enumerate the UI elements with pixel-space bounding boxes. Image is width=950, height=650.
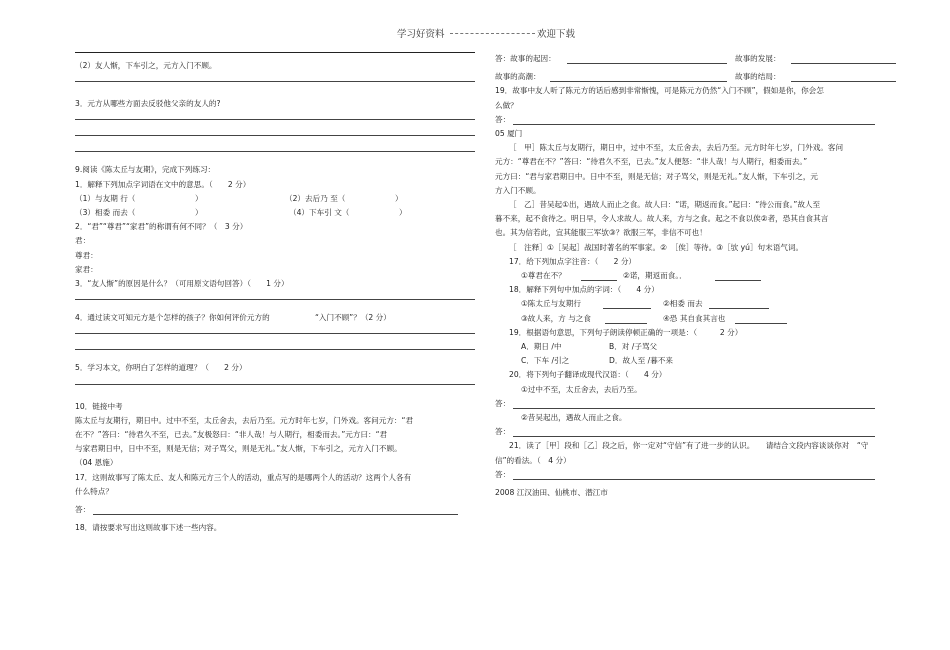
q17-item-2-blank[interactable] (715, 272, 761, 281)
story-ending-label: 故事的结局： (735, 72, 781, 82)
q9-1-row-a (75, 192, 475, 206)
q21-answer (495, 468, 900, 482)
answer-line[interactable] (75, 376, 475, 385)
passage-notes: ［ 注释］①［吴起］战国时著名的军事家。② ［俟］等待。③［欤 yú］句末语气词。 (509, 242, 804, 252)
story-ending-blank[interactable] (791, 73, 896, 82)
q19-options-row-2 (495, 354, 900, 368)
q18-item-3-blank[interactable] (605, 315, 647, 324)
question-9-4 (75, 311, 475, 325)
q17-item-2: ②诺，期返而食。． (623, 271, 687, 281)
answer-line[interactable] (75, 143, 475, 152)
question-18: 18．请按要求写出这则故事下述一些内容。 (75, 523, 222, 533)
answer-line[interactable] (513, 471, 875, 480)
passage-jia-line-4: 方入门不顾。 (495, 185, 541, 195)
q10-source: （04 恩施） (75, 458, 118, 468)
q18-item-1-blank[interactable] (603, 300, 651, 309)
passage-yi-line-3: 也。其为信若此，宜其能服三军欤③？欲服三军，非信不可也！ (495, 228, 707, 238)
answer-line[interactable] (93, 506, 458, 515)
q20-answer-1 (495, 397, 900, 411)
answer-line[interactable] (513, 400, 875, 409)
q18-item-4: ④恐 其自食其言也 (663, 313, 726, 323)
q19-option-d[interactable]: D．故人至 /暮不来 (609, 356, 673, 366)
question-17-line-1: 17．这则故事写了陈太丘、友人和陈元方三个人的活动，重点写的是哪两个人的活动？这两个人各有 (75, 472, 412, 482)
q17-answer (75, 503, 475, 517)
q20-answer-2 (495, 425, 900, 439)
q9-1a-close: ） (195, 193, 203, 203)
header-right-text: 欢迎下载 (537, 29, 576, 40)
passage-yi-line-2: 暮不来，起不食待之。明日早，令人求故人。故人来，方与之食。起之不食以俟②者，恐其自食其言 (495, 214, 829, 224)
answer-line[interactable] (75, 127, 475, 136)
question-19-line-2: 么做？ (495, 100, 518, 110)
answer-line[interactable] (75, 73, 475, 82)
question-18: 18．解释下列句中加点的字词：（ 4 分） (509, 285, 659, 295)
right-column (495, 52, 900, 500)
story-cause-blank[interactable] (567, 55, 727, 64)
q9-2-zunjun: 尊君： (75, 250, 98, 260)
question-9-5: 5．学习本文，你明白了怎样的道理？（ 2 分） (75, 363, 247, 373)
answer-line[interactable] (75, 111, 475, 120)
q20-item-2: ②昔吴起出，遇故人而止之食。 (521, 413, 627, 423)
q20-item-1: ①过中不至，太丘舍去，去后乃至。 (521, 384, 642, 394)
source-05: 05 厦门 (495, 129, 523, 139)
answer-line[interactable] (75, 291, 475, 300)
question-9-2: 2．“君”“尊君”“家君”的称谓有何不同？（ 3 分） (75, 222, 248, 232)
question-20: 20．将下列句子翻译成现代汉语：（ 4 分） (509, 370, 667, 380)
question-19-line-1: 19．故事中友人听了陈元方的话后感到非常惭愧，可是陈元方仍然“入门不顾”，假如是你，你会怎 (495, 86, 824, 96)
q18-row-1 (495, 297, 900, 311)
q18-item-2: ②相委 而去 (663, 299, 703, 309)
answer-line[interactable] (75, 341, 475, 350)
question-9-3: 3．“友人惭”的原因是什么？（可用原文语句回答）（ 1 分） (75, 279, 289, 289)
q9-1a: （1）与友期 行（ (75, 193, 136, 203)
q2-friend-sentence: （2）友人惭，下车引之，元方入门不顾。 (75, 61, 217, 70)
q10-passage-line-3: 与家君期日中，日中不至，则是无信；对子骂父，则是无礼。”友人惭，下车引之，元方入门不顾。 (75, 444, 402, 454)
question-17-line-2: 什么特点？ (75, 486, 113, 496)
passage-yi-line-1: ［ 乙］昔吴起①出，遇故人而止之食。故人曰：“诺，期返而食。”起曰：“待公而食。”故人至 (509, 200, 821, 210)
q10-passage-line-2: 在不？”答曰：“待君久不至，已去。”友极怒曰：“非人哉！与人期行，相委而去。”元方曰：“君 (75, 430, 388, 440)
q9-4-part-b: “入门不顾”？（2 分） (315, 313, 391, 323)
header-left-text: 学习好资料 (397, 29, 445, 40)
q17-items (495, 269, 900, 283)
passage-jia-line-2: 元方：“尊君在不？”答曰：“待君久不至，已去。”友人便怒：“非人哉！与人期行，相委而去。” (495, 157, 808, 167)
q19-options-row-1 (495, 340, 900, 354)
q9-4-part-a: 4．通过读文可知元方是个怎样的孩子？你如何评价元方的 (75, 313, 270, 323)
answer-line[interactable] (75, 325, 475, 334)
answer-label: 答： (495, 427, 511, 437)
q19-option-b[interactable]: B．对 /子骂父 (609, 342, 658, 352)
q9-2-jun: 君： (75, 236, 91, 246)
header-dashed-line (450, 33, 535, 34)
story-climax-row (495, 70, 900, 84)
answer-label: 答： (75, 505, 91, 515)
story-development-label: 故事的发展： (735, 54, 781, 63)
q19-option-a[interactable]: A．期日 /中 (521, 342, 562, 352)
story-cause-row (495, 52, 900, 66)
question-17: 17．给下列加点字注音：（ 2 分） (509, 256, 637, 266)
question-19: 19．根据语句意思，下列句子朗读停顿正确的一项是：（ 2 分） (509, 327, 743, 337)
q18-item-3: ③故人来，方 与之食 (521, 313, 591, 323)
question-10: 10．链接中考 (75, 401, 123, 411)
question-9-1: 1．解释下列加点字词语在文中的意思。（ 2 分） (75, 179, 251, 189)
q10-passage-line-1: 陈太丘与友期行，期日中。过中不至，太丘舍去，去后乃至。元方时年七岁，门外戏。客问元方：“君 (75, 415, 414, 425)
question-3: 3．元方从哪些方面去反驳他父亲的友人的? (75, 99, 221, 109)
passage-jia-line-3: 元方曰：“君与家君期日中。日中不至，则是无信；对子骂父，则是无礼。”友人惭，下车引之，元 (495, 171, 819, 181)
answer-line[interactable] (513, 116, 875, 125)
q19-answer (495, 113, 900, 127)
q9-1-row-b (75, 206, 475, 220)
story-cause-label: 答：故事的起因： (495, 54, 556, 63)
answer-label: 答： (495, 469, 511, 479)
q18-item-4-blank[interactable] (735, 315, 787, 324)
story-climax-blank[interactable] (550, 73, 727, 82)
answer-line[interactable] (513, 428, 875, 437)
question-9-intro: 9.阅读《陈太丘与友期》，完成下列练习： (75, 165, 216, 175)
q17-item-1-blank[interactable] (581, 272, 617, 281)
passage-jia-line-1: ［ 甲］陈太丘与友期行，期日中，过中不至，太丘舍去，去后乃至。元方时年七岁，门外戏。客问 (509, 143, 844, 153)
left-column (75, 52, 475, 535)
q17-item-1: ①尊君在不？ (521, 271, 566, 281)
q9-1b: （2）去后乃 至（ (285, 193, 346, 203)
q18-item-2-blank[interactable] (709, 300, 769, 309)
q9-1d-close: ） (399, 208, 407, 218)
q9-1c: （3）相委 而去（ (75, 208, 136, 218)
story-climax-label: 故事的高潮： (495, 72, 541, 82)
q18-item-1: ①陈太丘与友期行 (521, 299, 581, 309)
q19-option-c[interactable]: C．下车 /引之 (521, 356, 570, 366)
q18-row-2 (495, 312, 900, 326)
source-2008: 2008 江汉油田、仙桃市、潜江市 (495, 488, 608, 498)
q9-1b-close: ） (395, 193, 403, 203)
answer-label: 答： (495, 114, 511, 124)
story-development-blank[interactable] (791, 55, 896, 64)
answer-label: 答： (495, 398, 511, 408)
q9-1d: （4）下车引 文（ (289, 208, 350, 218)
question-21-line-2: 信”的看法。（ 4 分） (495, 455, 571, 465)
q9-1c-close: ） (195, 208, 203, 218)
q9-2-jiajun: 家君： (75, 264, 98, 274)
question-21-line-1: 21．读了［甲］段和［乙］段之后，你一定对“守信”有了进一步的认识。 请结合文段内容谈谈你对 “守 (509, 441, 869, 451)
top-rule (75, 52, 475, 53)
